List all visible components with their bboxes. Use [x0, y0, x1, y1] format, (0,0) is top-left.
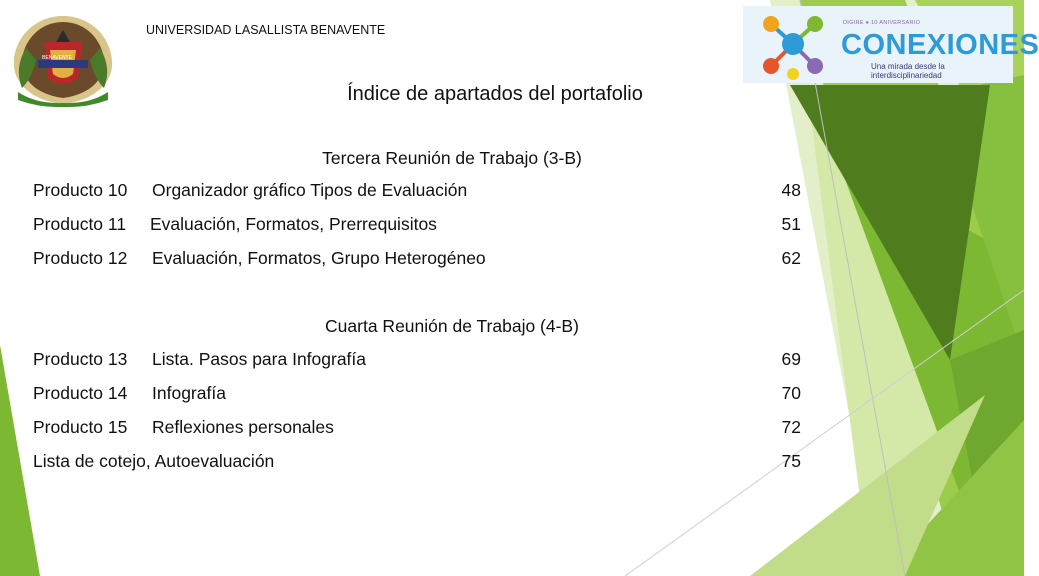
product-label: Producto 10 [33, 180, 128, 200]
index-row [33, 248, 801, 272]
product-label: Producto 11 [33, 214, 127, 234]
product-label: Lista de cotejo, Autoevaluación [33, 451, 275, 471]
product-description: Evaluación, Formatos, Prerrequisitos [150, 214, 437, 234]
product-description: Evaluación, Formatos, Grupo Heterogéneo [152, 248, 486, 268]
page-number: 48 [781, 180, 801, 200]
product-description: Lista. Pasos para Infografía [152, 349, 367, 369]
product-description: Organizador gráfico Tipos de Evaluación [152, 180, 468, 200]
logo-brand: CONEXIONES [841, 29, 1039, 61]
page-number: 70 [781, 383, 801, 403]
page-number: 51 [781, 214, 801, 234]
product-label: Producto 15 [33, 417, 128, 437]
product-label: Producto 13 [33, 349, 128, 369]
molecule-icon [753, 6, 833, 83]
logo-subtitle: Una mirada desde la interdisciplinariedad [871, 62, 945, 80]
institution-name: UNIVERSIDAD LASALLISTA BENAVENTE [146, 23, 386, 37]
crest-banner-text: BENAVENTE [42, 55, 72, 61]
section-heading: Cuarta Reunión de Trabajo (4-B) [325, 316, 579, 336]
product-description: Infografía [152, 383, 226, 403]
product-description: Reflexiones personales [152, 417, 334, 437]
page-number: 69 [781, 349, 801, 369]
index-row [33, 349, 801, 373]
page-number: 75 [781, 451, 801, 471]
conexiones-logo [743, 6, 1039, 83]
index-row [33, 383, 801, 407]
logo-tagline: DIGIRE ● 10 ANIVERSARIO [843, 20, 921, 26]
page-title: Índice de apartados del portafolio [347, 83, 643, 105]
page-number: 72 [781, 417, 801, 437]
index-row [33, 180, 801, 204]
index-row [33, 214, 801, 238]
product-label: Producto 14 [33, 383, 128, 403]
index-row [33, 451, 801, 475]
index-row [33, 417, 801, 441]
page-number: 62 [781, 248, 801, 268]
section-heading: Tercera Reunión de Trabajo (3-B) [322, 148, 582, 168]
product-label: Producto 12 [33, 248, 128, 268]
